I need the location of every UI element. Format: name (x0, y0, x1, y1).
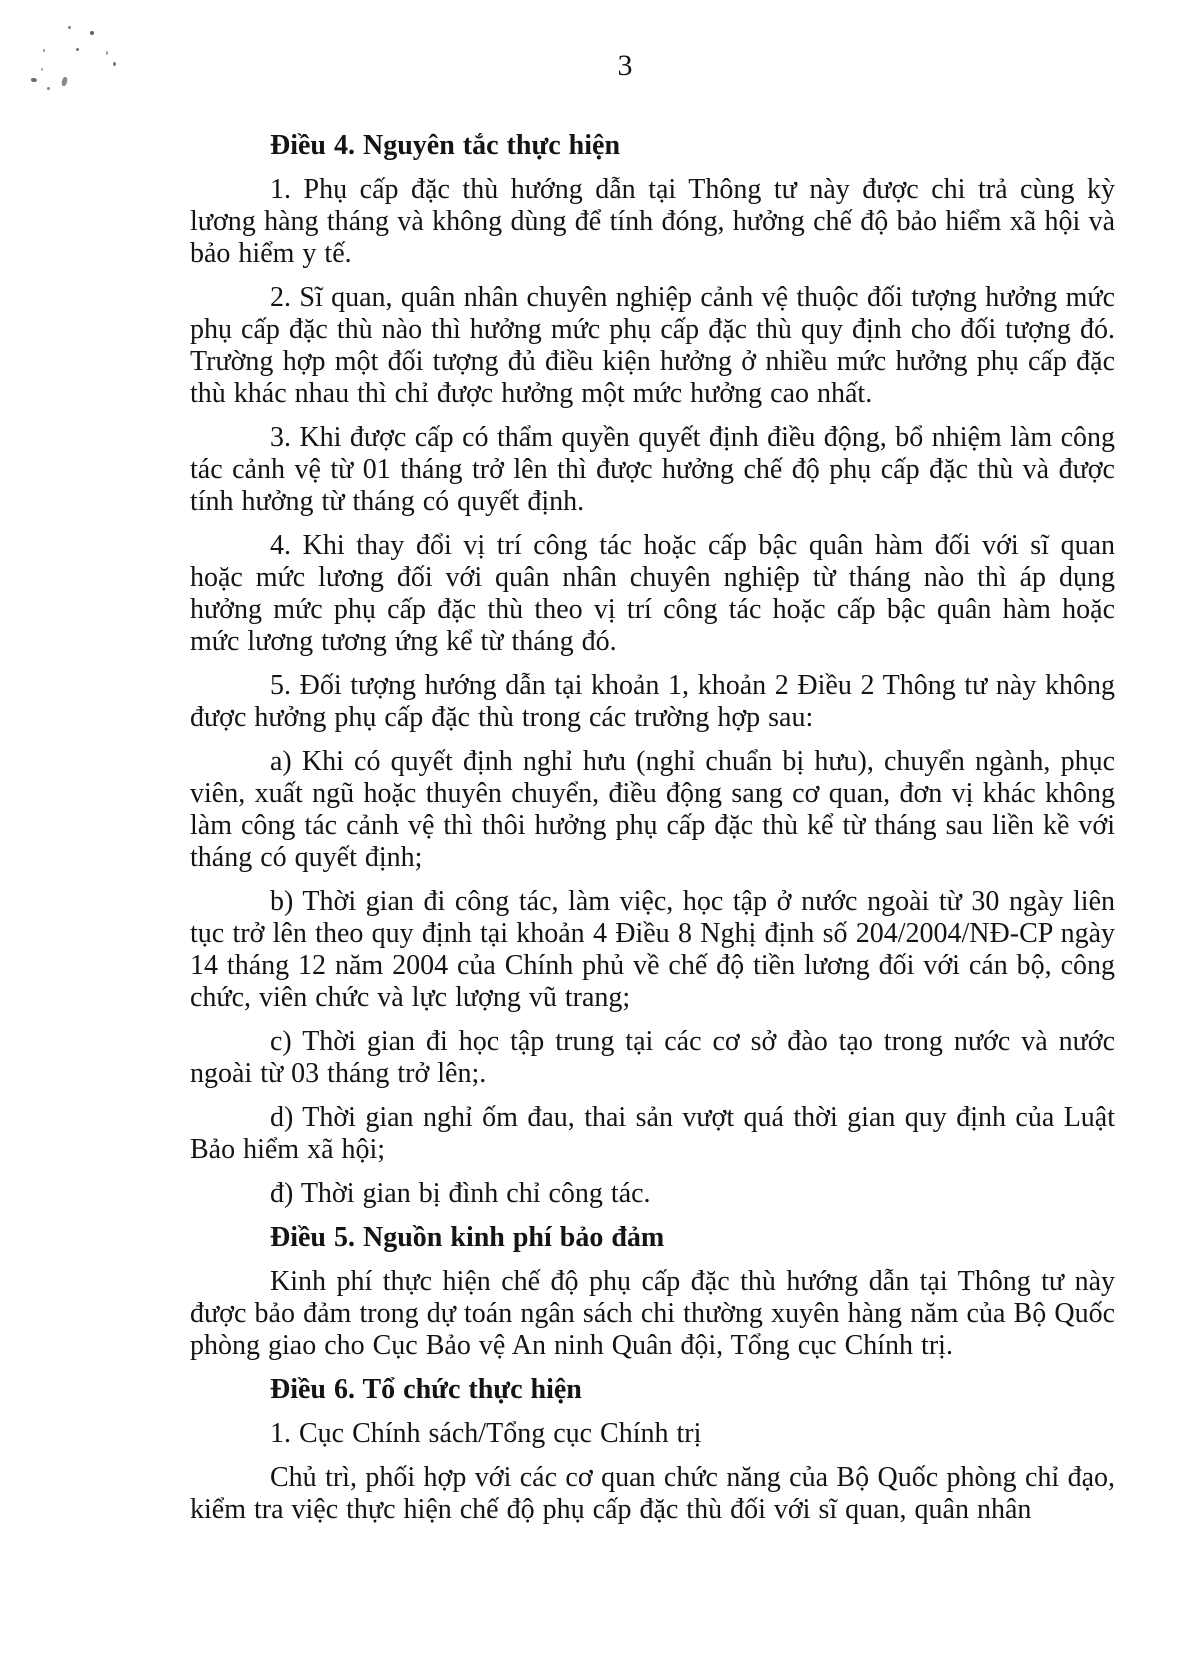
article-4-clause-1: 1. Phụ cấp đặc thù hướng dẫn tại Thông tư này được chi trả cùng kỳ lương hàng tháng và không dùng để tính đóng, hưởng chế độ bảo hiểm xã hội và bảo hiểm y tế. (190, 174, 1115, 269)
scan-speck (90, 31, 94, 35)
scan-speck (68, 26, 71, 29)
article-5-body: Kinh phí thực hiện chế độ phụ cấp đặc thù hướng dẫn tại Thông tư này được bảo đảm trong dự toán ngân sách chi thường xuyên hàng năm của Bộ Quốc phòng giao cho Cục Bảo vệ An ninh Quân đội, Tổng cục Chính trị. (190, 1266, 1115, 1361)
scan-speck (41, 68, 43, 71)
scan-speck (61, 77, 68, 87)
article-4-point-a: a) Khi có quyết định nghỉ hưu (nghỉ chuẩn bị hưu), chuyển ngành, phục viên, xuất ngũ hoặc thuyên chuyển, điều động sang cơ quan, đơn vị khác không làm công tác cảnh vệ thì thôi hưởng phụ cấp đặc thù kể từ tháng sau liền kề với tháng có quyết định; (190, 746, 1115, 873)
article-4-clause-2: 2. Sĩ quan, quân nhân chuyên nghiệp cảnh vệ thuộc đối tượng hưởng mức phụ cấp đặc thù nào thì hưởng mức phụ cấp đặc thù quy định cho đối tượng đó. Trường hợp một đối tượng đủ điều kiện hưởng ở nhiều mức hưởng phụ cấp đặc thù khác nhau thì chỉ được hưởng một mức hưởng cao nhất. (190, 282, 1115, 409)
document-body (190, 130, 1115, 1538)
article-4-clause-3: 3. Khi được cấp có thẩm quyền quyết định điều động, bổ nhiệm làm công tác cảnh vệ từ 01 tháng trở lên thì được hưởng chế độ phụ cấp đặc thù và được tính hưởng từ tháng có quyết định. (190, 422, 1115, 517)
scan-speck (43, 49, 45, 52)
article-4-point-b: b) Thời gian đi công tác, làm việc, học tập ở nước ngoài từ 30 ngày liên tục trở lên theo quy định tại khoản 4 Điều 8 Nghị định số 204/2004/NĐ-CP ngày 14 tháng 12 năm 2004 của Chính phủ về chế độ tiền lương đối với cán bộ, công chức, viên chức và lực lượng vũ trang; (190, 886, 1115, 1013)
page-number: 3 (617, 49, 633, 82)
article-6-item-1: 1. Cục Chính sách/Tổng cục Chính trị (270, 1418, 702, 1449)
scan-speck (113, 62, 116, 66)
article-5-heading: Điều 5. Nguồn kinh phí bảo đảm (270, 1222, 665, 1253)
article-4-point-d: d) Thời gian nghỉ ốm đau, thai sản vượt quá thời gian quy định của Luật Bảo hiểm xã hội; (190, 1102, 1115, 1165)
article-4-point-dd: đ) Thời gian bị đình chỉ công tác. (270, 1178, 651, 1209)
article-4-clause-5: 5. Đối tượng hướng dẫn tại khoản 1, khoản 2 Điều 2 Thông tư này không được hưởng phụ cấp đặc thù trong các trường hợp sau: (190, 670, 1115, 733)
article-4-point-c: c) Thời gian đi học tập trung tại các cơ sở đào tạo trong nước và nước ngoài từ 03 tháng trở lên;. (190, 1026, 1115, 1089)
article-4-heading: Điều 4. Nguyên tắc thực hiện (270, 130, 621, 161)
scan-speck (47, 87, 50, 90)
scan-speck (76, 48, 79, 51)
scan-speck (106, 51, 108, 55)
scan-noise-artifacts (0, 0, 180, 120)
article-4-clause-4: 4. Khi thay đổi vị trí công tác hoặc cấp bậc quân hàm đối với sĩ quan hoặc mức lương đối với quân nhân chuyên nghiệp từ tháng nào thì áp dụng hưởng mức phụ cấp đặc thù theo vị trí công tác hoặc cấp bậc quân hàm hoặc mức lương tương ứng kể từ tháng đó. (190, 530, 1115, 657)
scan-speck (31, 78, 37, 82)
article-6-item-1-body: Chủ trì, phối hợp với các cơ quan chức năng của Bộ Quốc phòng chỉ đạo, kiểm tra việc thực hiện chế độ phụ cấp đặc thù đối với sĩ quan, quân nhân (190, 1462, 1115, 1525)
article-6-heading: Điều 6. Tổ chức thực hiện (270, 1374, 582, 1405)
